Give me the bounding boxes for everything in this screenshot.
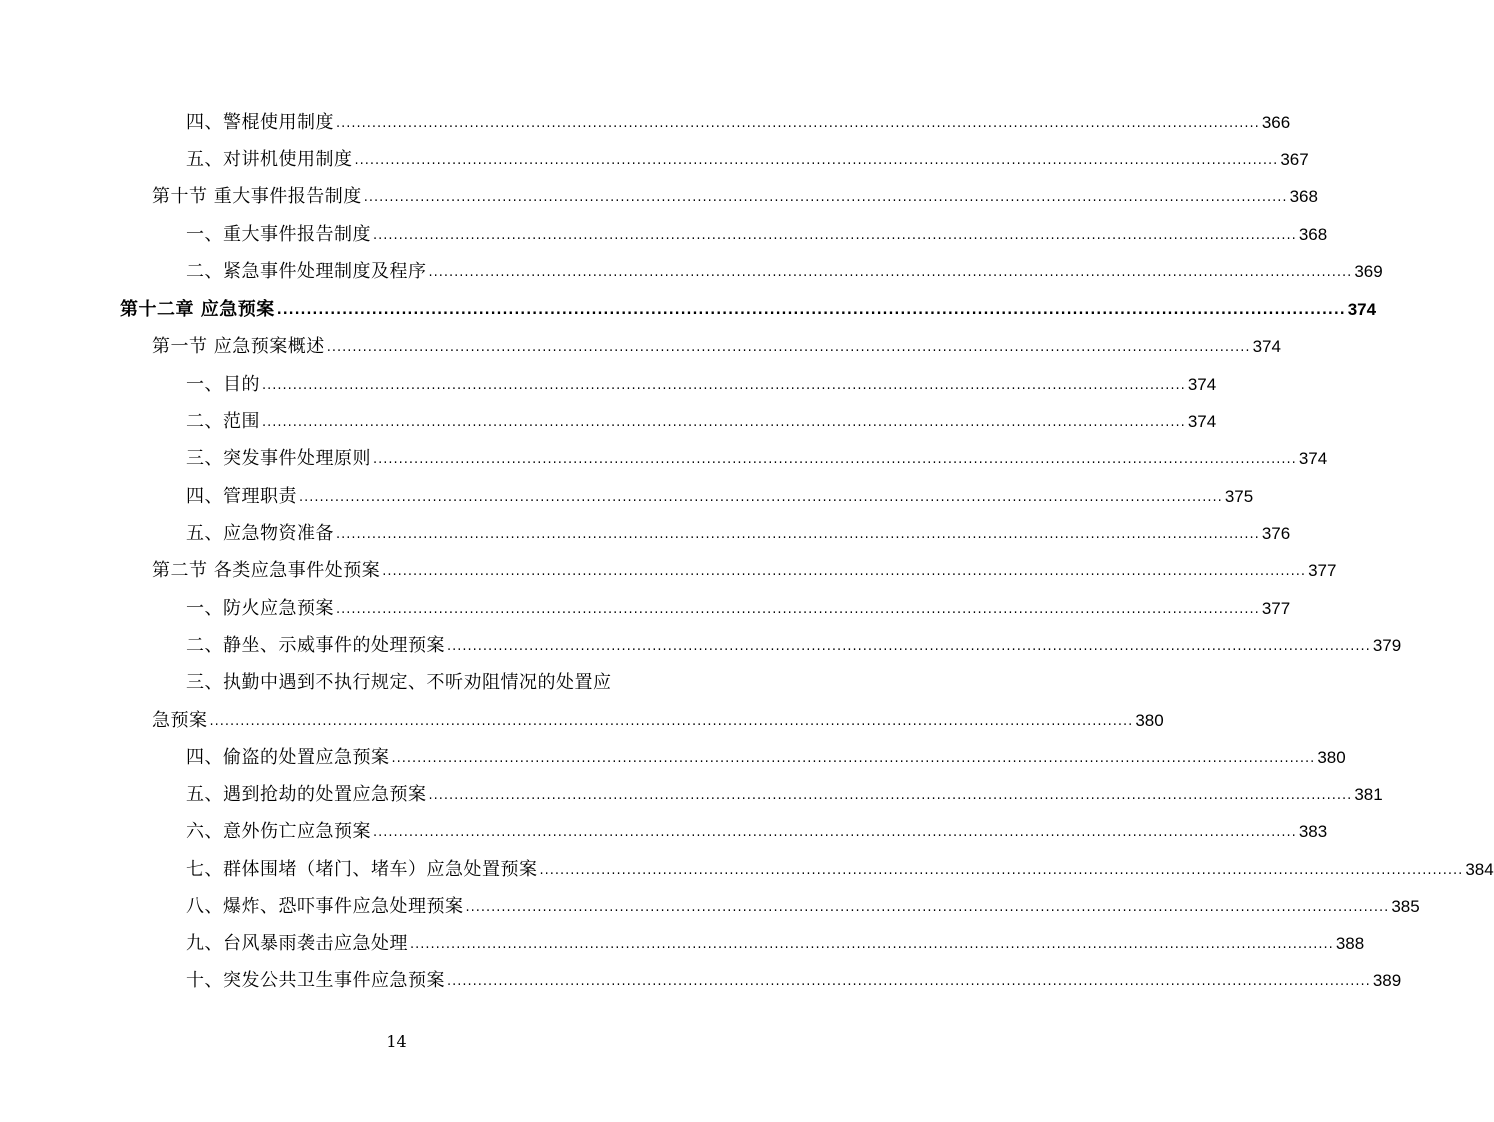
toc-entry[interactable] <box>186 366 1217 396</box>
toc-entry-title: 一、重大事件报告制度 <box>186 224 371 245</box>
toc-entry-page: 368 <box>1298 225 1328 244</box>
toc-entry-title: 四、管理职责 <box>186 486 297 507</box>
toc-entry-page: 385 <box>1391 897 1420 916</box>
toc-entry[interactable] <box>186 515 1291 545</box>
toc-entry-page: 377 <box>1261 599 1291 618</box>
toc-entry[interactable] <box>186 739 1346 769</box>
toc-leader-dots: .................................................................................................................................................................................... <box>363 190 1288 205</box>
toc-entry[interactable] <box>186 590 1291 620</box>
toc-leader-dots: .................................................................................................................................................................................... <box>410 937 1334 952</box>
toc-entry-page: 388 <box>1335 934 1365 953</box>
toc-leader-dots: .................................................................................................................................................................................... <box>428 265 1353 280</box>
toc-entry-page: 374 <box>1187 412 1217 431</box>
toc-leader-dots: .................................................................................................................................................................................... <box>428 788 1353 803</box>
toc-entry-wrapped-first-line[interactable] <box>186 664 671 694</box>
toc-entry-title: 六、意外伤亡应急预案 <box>186 821 371 842</box>
toc-leader-dots: .................................................................................................................................................................................... <box>209 714 1134 729</box>
toc-entry-title: 三、执勤中遇到不执行规定、不听劝阻情况的处置应 <box>186 672 612 693</box>
toc-entry-title: 急预案 <box>152 710 208 731</box>
toc-entry[interactable] <box>186 776 1383 806</box>
toc-entry-page: 383 <box>1298 822 1328 841</box>
toc-entry[interactable] <box>186 962 1402 992</box>
toc-entry-page: 369 <box>1354 262 1383 281</box>
toc-entry-title: 四、警棍使用制度 <box>186 112 334 133</box>
toc-section-entry[interactable] <box>152 178 1318 208</box>
page-number: 14 <box>386 1032 407 1051</box>
toc-section-entry[interactable] <box>152 328 1281 358</box>
toc-leader-dots: .................................................................................................................................................................................... <box>354 153 1279 168</box>
toc-entry-page: 381 <box>1354 785 1383 804</box>
toc-entry[interactable] <box>186 253 1383 283</box>
toc-leader-dots: .................................................................................................................................................................................... <box>447 639 1371 654</box>
toc-entry-title: 二、范围 <box>186 411 260 432</box>
toc-entry-page: 379 <box>1372 636 1402 655</box>
toc-entry-title: 七、群体围堵（堵门、堵车）应急处置预案 <box>186 859 538 880</box>
toc-entry-page: 366 <box>1261 113 1291 132</box>
toc-entry-title: 五、遇到抢劫的处置应急预案 <box>186 784 427 805</box>
toc-entry-page: 376 <box>1261 524 1291 543</box>
toc-entry-page: 377 <box>1308 561 1337 580</box>
toc-section-entry[interactable] <box>152 552 1337 582</box>
toc-entry-title: 三、突发事件处理原则 <box>186 448 371 469</box>
toc-entry-title: 十、突发公共卫生事件应急预案 <box>186 970 445 991</box>
toc-entry[interactable] <box>186 104 1291 134</box>
toc-entry[interactable] <box>186 403 1217 433</box>
toc-leader-dots: .................................................................................................................................................................................... <box>336 602 1260 617</box>
toc-leader-dots: .................................................................................................................................................................................... <box>373 228 1297 243</box>
toc-entry-page: 374 <box>1347 300 1377 319</box>
toc-entry[interactable] <box>186 888 1420 918</box>
toc-chapter-entry[interactable] <box>120 291 1377 321</box>
toc-entry[interactable] <box>186 440 1328 470</box>
toc-entry-title: 二、静坐、示威事件的处理预案 <box>186 635 445 656</box>
toc-entry-title: 一、防火应急预案 <box>186 598 334 619</box>
toc-entry-page: 374 <box>1298 449 1328 468</box>
toc-leader-dots: .................................................................................................................................................................................... <box>373 452 1297 467</box>
toc-entry-title: 四、偷盗的处置应急预案 <box>186 747 390 768</box>
toc-leader-dots: .................................................................................................................................................................................... <box>447 974 1371 989</box>
toc-leader-dots: .................................................................................................................................................................................... <box>326 340 1251 355</box>
toc-entry-title: 一、目的 <box>186 374 260 395</box>
toc-entry-title: 五、对讲机使用制度 <box>186 149 353 170</box>
toc-leader-dots: .................................................................................................................................................................................... <box>276 303 1346 318</box>
toc-leader-dots: .................................................................................................................................................................................... <box>539 863 1464 878</box>
toc-leader-dots: .................................................................................................................................................................................... <box>391 751 1316 766</box>
toc-entry-title: 第十二章 应急预案 <box>120 299 275 320</box>
toc-entry-title: 第十节 重大事件报告制度 <box>152 186 362 207</box>
toc-entry-page: 368 <box>1289 187 1318 206</box>
toc-leader-dots: .................................................................................................................................................................................... <box>262 378 1186 393</box>
toc-entry[interactable] <box>186 851 1494 881</box>
toc-entry-page: 375 <box>1224 487 1254 506</box>
toc-entry[interactable] <box>186 478 1254 508</box>
toc-entry[interactable] <box>186 627 1402 657</box>
toc-entry-page: 389 <box>1372 971 1402 990</box>
toc-entry-title: 二、紧急事件处理制度及程序 <box>186 261 427 282</box>
toc-entry-title: 第一节 应急预案概述 <box>152 336 325 357</box>
toc-entry-title: 九、台风暴雨袭击应急处理 <box>186 933 408 954</box>
toc-leader-dots: .................................................................................................................................................................................... <box>465 900 1390 915</box>
toc-entry-title: 八、爆炸、恐吓事件应急处理预案 <box>186 896 464 917</box>
toc-leader-dots: .................................................................................................................................................................................... <box>382 564 1307 579</box>
toc-leader-dots: .................................................................................................................................................................................... <box>299 490 1223 505</box>
toc-entry-page: 367 <box>1280 150 1309 169</box>
toc-entry[interactable] <box>186 141 1309 171</box>
toc-entry-title: 第二节 各类应急事件处预案 <box>152 560 381 581</box>
toc-entry[interactable] <box>186 925 1365 955</box>
toc-entry-page: 380 <box>1317 748 1346 767</box>
toc-entry[interactable] <box>186 216 1328 246</box>
toc-entry-wrapped-second-line[interactable] <box>152 702 1164 732</box>
toc-entry-page: 374 <box>1252 337 1281 356</box>
toc-entry-page: 384 <box>1465 860 1494 879</box>
toc-leader-dots: .................................................................................................................................................................................... <box>336 116 1260 131</box>
toc-leader-dots: .................................................................................................................................................................................... <box>373 825 1297 840</box>
toc-leader-dots: .................................................................................................................................................................................... <box>262 415 1186 430</box>
toc-entry-page: 374 <box>1187 375 1217 394</box>
toc-entry-page: 380 <box>1135 711 1164 730</box>
toc-leader-dots: .................................................................................................................................................................................... <box>336 527 1260 542</box>
toc-entry-title: 五、应急物资准备 <box>186 523 334 544</box>
toc-entry[interactable] <box>186 813 1328 843</box>
